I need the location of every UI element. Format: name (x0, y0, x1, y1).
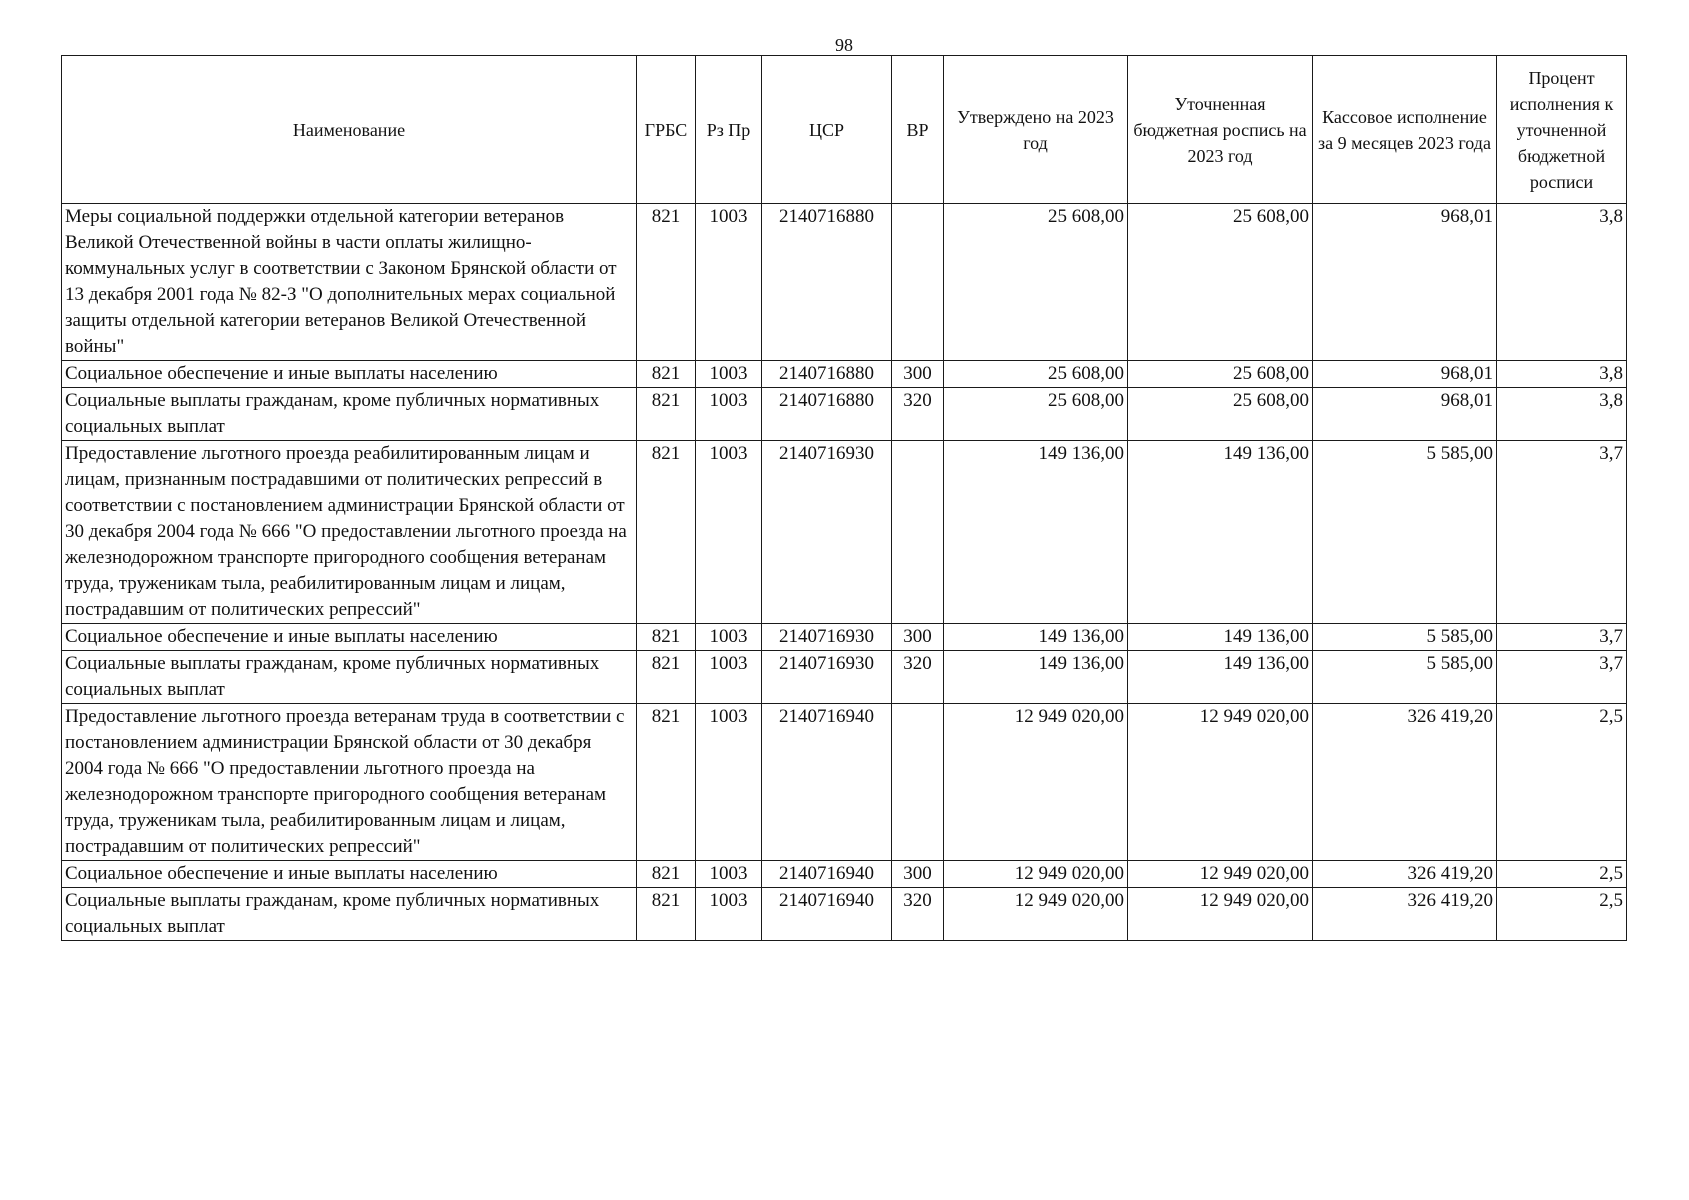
cell-approved: 12 949 020,00 (944, 861, 1128, 888)
cell-percent: 3,8 (1497, 388, 1627, 441)
cell-csr: 2140716930 (762, 651, 892, 704)
cell-rzpr: 1003 (696, 704, 762, 861)
cell-name: Социальное обеспечение и иные выплаты населению (62, 624, 637, 651)
cell-vr: 300 (892, 624, 944, 651)
cell-cash: 326 419,20 (1313, 861, 1497, 888)
header-csr: ЦСР (762, 56, 892, 204)
cell-vr: 300 (892, 861, 944, 888)
cell-approved: 25 608,00 (944, 388, 1128, 441)
cell-grbs: 821 (637, 861, 696, 888)
cell-percent: 2,5 (1497, 861, 1627, 888)
cell-name: Социальные выплаты гражданам, кроме публичных нормативных социальных выплат (62, 651, 637, 704)
cell-approved: 149 136,00 (944, 651, 1128, 704)
cell-grbs: 821 (637, 651, 696, 704)
cell-percent: 3,7 (1497, 651, 1627, 704)
cell-cash: 968,01 (1313, 388, 1497, 441)
header-refined: Уточненная бюджетная роспись на 2023 год (1128, 56, 1313, 204)
header-percent: Процент исполнения к уточненной бюджетной росписи (1497, 56, 1627, 204)
cell-vr (892, 704, 944, 861)
header-vr: ВР (892, 56, 944, 204)
cell-approved: 25 608,00 (944, 204, 1128, 361)
cell-vr (892, 441, 944, 624)
budget-table (61, 55, 1627, 941)
cell-percent: 2,5 (1497, 704, 1627, 861)
table-row (62, 441, 1627, 624)
cell-rzpr: 1003 (696, 651, 762, 704)
cell-name: Социальное обеспечение и иные выплаты населению (62, 861, 637, 888)
cell-rzpr: 1003 (696, 624, 762, 651)
cell-vr (892, 204, 944, 361)
cell-rzpr: 1003 (696, 861, 762, 888)
cell-cash: 968,01 (1313, 361, 1497, 388)
table-row (62, 888, 1627, 941)
cell-csr: 2140716940 (762, 888, 892, 941)
cell-approved: 149 136,00 (944, 624, 1128, 651)
cell-csr: 2140716930 (762, 441, 892, 624)
cell-vr: 320 (892, 388, 944, 441)
cell-refined: 12 949 020,00 (1128, 861, 1313, 888)
header-rzpr: Рз Пр (696, 56, 762, 204)
cell-refined: 149 136,00 (1128, 441, 1313, 624)
cell-percent: 3,7 (1497, 441, 1627, 624)
cell-approved: 12 949 020,00 (944, 888, 1128, 941)
cell-refined: 149 136,00 (1128, 651, 1313, 704)
cell-grbs: 821 (637, 704, 696, 861)
cell-name: Социальные выплаты гражданам, кроме публичных нормативных социальных выплат (62, 388, 637, 441)
cell-name: Меры социальной поддержки отдельной категории ветеранов Великой Отечественной войны в части оплаты жилищно-коммунальных услуг в соответствии с Законом Брянской области от 13 декабря 2001 года № 82-З "О дополнительных мерах социальной защиты отдельной категории ветеранов Великой Отечественной войны" (62, 204, 637, 361)
cell-csr: 2140716880 (762, 388, 892, 441)
cell-rzpr: 1003 (696, 441, 762, 624)
cell-csr: 2140716880 (762, 361, 892, 388)
cell-csr: 2140716940 (762, 704, 892, 861)
cell-rzpr: 1003 (696, 204, 762, 361)
cell-cash: 326 419,20 (1313, 888, 1497, 941)
cell-grbs: 821 (637, 204, 696, 361)
cell-name: Предоставление льготного проезда ветеранам труда в соответствии с постановлением администрации Брянской области от 30 декабря 2004 года № 666 "О предоставлении льготного проезда на железнодорожном транспорте пригородного сообщения ветеранам труда, труженикам тыла, реабилитированным лицам и лицам, пострадавшим от политических репрессий" (62, 704, 637, 861)
cell-approved: 25 608,00 (944, 361, 1128, 388)
cell-refined: 25 608,00 (1128, 204, 1313, 361)
cell-cash: 326 419,20 (1313, 704, 1497, 861)
header-approved: Утверждено на 2023 год (944, 56, 1128, 204)
cell-grbs: 821 (637, 388, 696, 441)
cell-approved: 12 949 020,00 (944, 704, 1128, 861)
cell-percent: 3,8 (1497, 204, 1627, 361)
table-row (62, 388, 1627, 441)
cell-csr: 2140716880 (762, 204, 892, 361)
cell-vr: 320 (892, 888, 944, 941)
cell-grbs: 821 (637, 441, 696, 624)
cell-refined: 12 949 020,00 (1128, 888, 1313, 941)
cell-cash: 5 585,00 (1313, 624, 1497, 651)
page-number: 98 (835, 35, 853, 55)
cell-cash: 5 585,00 (1313, 441, 1497, 624)
cell-refined: 25 608,00 (1128, 361, 1313, 388)
cell-csr: 2140716930 (762, 624, 892, 651)
cell-name: Предоставление льготного проезда реабилитированным лицам и лицам, признанным пострадавшими от политических репрессий в соответствии с постановлением администрации Брянской области от 30 декабря 2004 года № 666 "О предоставлении льготного проезда на железнодорожном транспорте пригородного сообщения ветеранам труда, труженикам тыла, реабилитированным лицам и лицам, пострадавшим от политических репрессий" (62, 441, 637, 624)
cell-csr: 2140716940 (762, 861, 892, 888)
cell-cash: 5 585,00 (1313, 651, 1497, 704)
cell-percent: 3,7 (1497, 624, 1627, 651)
cell-rzpr: 1003 (696, 888, 762, 941)
cell-name: Социальное обеспечение и иные выплаты населению (62, 361, 637, 388)
table-body (62, 204, 1627, 941)
header-cash: Кассовое исполнение за 9 месяцев 2023 года (1313, 56, 1497, 204)
cell-grbs: 821 (637, 624, 696, 651)
cell-refined: 12 949 020,00 (1128, 704, 1313, 861)
table-header-row (62, 56, 1627, 204)
cell-cash: 968,01 (1313, 204, 1497, 361)
header-name: Наименование (62, 56, 637, 204)
cell-grbs: 821 (637, 361, 696, 388)
cell-rzpr: 1003 (696, 388, 762, 441)
cell-rzpr: 1003 (696, 361, 762, 388)
table-row (62, 861, 1627, 888)
cell-refined: 25 608,00 (1128, 388, 1313, 441)
table-row (62, 624, 1627, 651)
table-row (62, 651, 1627, 704)
table-row (62, 361, 1627, 388)
cell-percent: 3,8 (1497, 361, 1627, 388)
header-grbs: ГРБС (637, 56, 696, 204)
table-row (62, 704, 1627, 861)
cell-approved: 149 136,00 (944, 441, 1128, 624)
cell-refined: 149 136,00 (1128, 624, 1313, 651)
cell-grbs: 821 (637, 888, 696, 941)
cell-vr: 320 (892, 651, 944, 704)
cell-name: Социальные выплаты гражданам, кроме публичных нормативных социальных выплат (62, 888, 637, 941)
cell-vr: 300 (892, 361, 944, 388)
cell-percent: 2,5 (1497, 888, 1627, 941)
table-row (62, 204, 1627, 361)
